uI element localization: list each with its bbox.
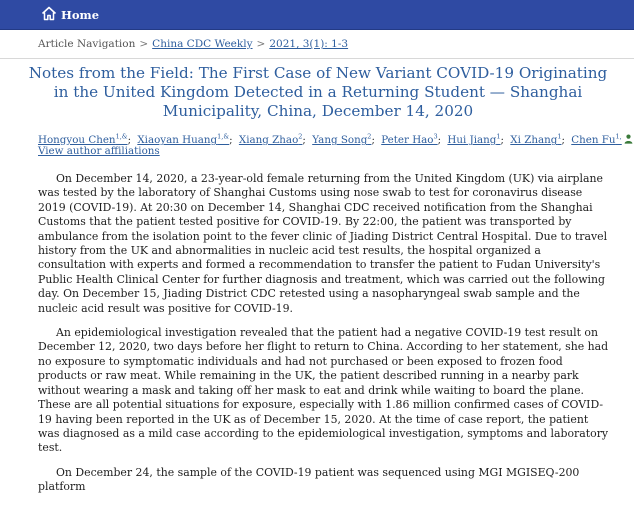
author-link[interactable]: Xi Zhang$^1$ [510,133,562,147]
author-list: Hongyou Chen$^{1,\&}$; Xiaoyan Huang$^{1,\&}$; Xiang Zhao$^2$; Yang Song$^2$; Peter Hao$^3$; Hui Jiang$^1$; Xi Zhang$^1$; Chen $Fu^{1,}$ [38,131,618,148]
article-body [38,172,610,505]
breadcrumb-issue-link[interactable]: 2021, 3(1): 1-3 [269,38,349,50]
body-paragraph: On December 24, the sample of the COVID-19 patient was sequenced using MGI MGISEQ-200 platform [38,465,580,494]
author-link[interactable]: Peter Hao$^3$ [381,133,438,147]
breadcrumb-journal-link[interactable]: China CDC Weekly [152,38,253,50]
author-link[interactable]: Yang Song$^2$ [312,133,372,147]
corresponding-author-icon[interactable] [624,134,633,148]
divider [0,58,634,59]
home-label: Home [61,7,100,22]
body-paragraph: On December 14, 2020, a 23-year-old female returning from the United Kingdom (UK) via airplane was tested by the laboratory of Shanghai Customs using nose swab to test for coronavirus disease 2019 (COVID-19). At 20:30 on December 14, Shanghai CDC received notification from the Shanghai Customs that the patient tested positive for COVID-19. By 22:00, the patient was transported by ambulance from the isolation point to the fever clinic of Jiading District Central Hospital. Due to travel history from the UK and abnormalities in nucleic acid test results, the hospital organized a consultation with experts and formed a recommendation to transfer the patient to Fudan University's Public Health Clinical Center for further diagnosis and treatment, which was carried out the following day. On December 15, Jiading District CDC retested using a nasopharyngeal swab sample and the nucleic acid result was positive for COVID-19. [38,172,608,315]
breadcrumb-separator: > [139,38,149,50]
article-title: Notes from the Field: The First Case of New Variant COVID-19 Originating in the United Kingdom Detected in a Returning Student — Shanghai Municipality, China, December 14, 2020 [28,64,608,120]
author-link[interactable]: Hui Jiang$^1$ [447,133,501,147]
author-link[interactable]: Hongyou Chen$^{1,\&}$ [38,133,128,147]
breadcrumb-label: Article Navigation [38,38,136,50]
breadcrumb [38,38,348,50]
breadcrumb-separator: > [256,38,266,50]
home-icon [41,6,61,24]
home-link[interactable] [41,6,99,24]
author-link[interactable]: Xiang Zhao$^2$ [238,133,303,147]
top-navigation-bar [0,0,634,30]
body-paragraph: An epidemiological investigation revealed that the patient had a negative COVID-19 test result on December 12, 2020, two days before her flight to return to China. According to her statement, she had no exposure to symptomatic individuals and had not purchased or been exposed to frozen food products or raw meat. While remaining in the UK, the patient described running in a nearby park without wearing a mask and taking off her mask to eat and drink while waiting to board the plane. These are all potential situations for exposure, especially with 1.86 million confirmed cases of COVID-19 having been reported in the UK as of December 15, 2020. At the time of case report, the patient was diagnosed as a mild case according to the epidemiological investigation, symptoms and laboratory test. [38,326,609,455]
author-link[interactable]: Xiaoyan Huang$^{1,\&}$ [137,133,230,147]
author-link[interactable]: Chen $Fu^{1,}$ [571,133,622,147]
view-affiliations-link[interactable]: View author affiliations [38,145,160,157]
